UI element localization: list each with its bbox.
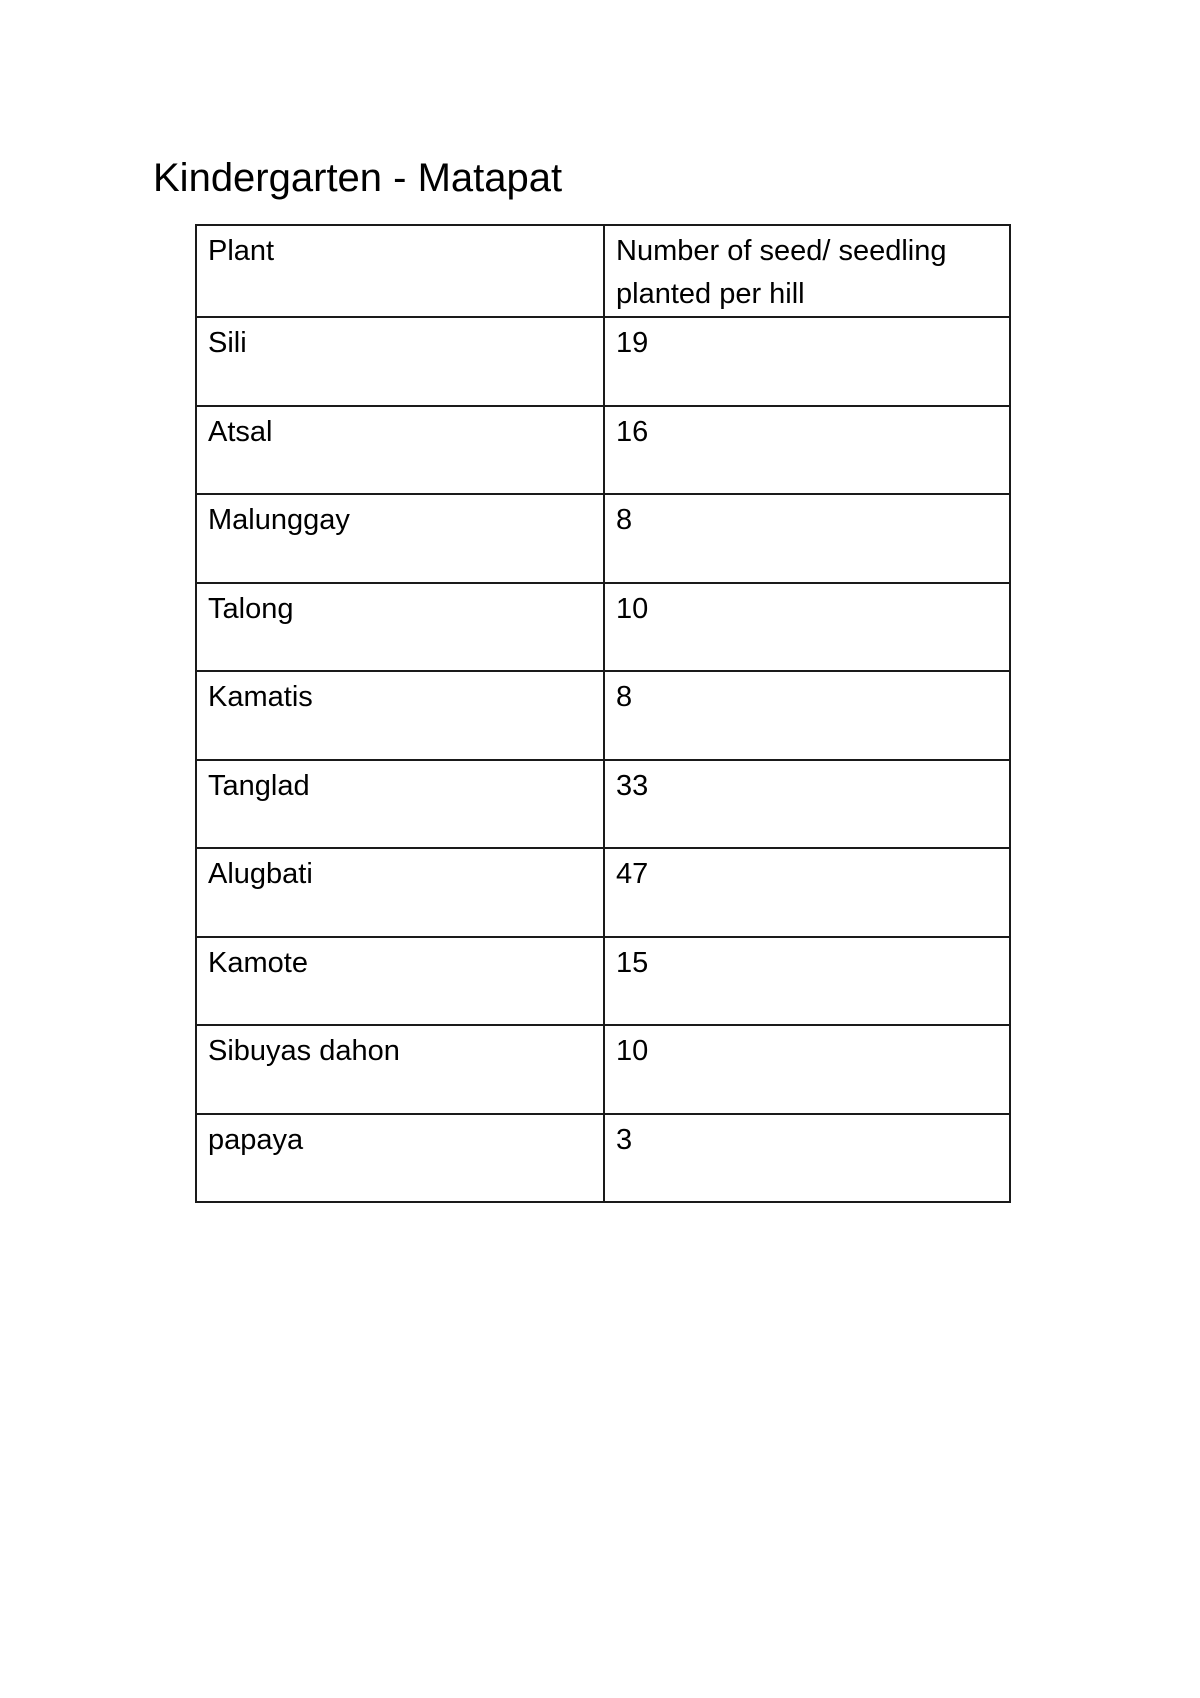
table-row <box>196 583 1010 672</box>
count-cell: 16 <box>604 406 1010 495</box>
count-cell: 8 <box>604 494 1010 583</box>
plant-cell: Malunggay <box>196 494 604 583</box>
count-cell: 3 <box>604 1114 1010 1203</box>
column-header-plant: Plant <box>196 225 604 317</box>
plant-table <box>195 224 1011 1203</box>
count-cell: 8 <box>604 671 1010 760</box>
table-row <box>196 406 1010 495</box>
table-header-row <box>196 225 1010 317</box>
plant-cell: Kamote <box>196 937 604 1026</box>
count-cell: 19 <box>604 317 1010 406</box>
column-header-seed-count: Number of seed/ seedling planted per hill <box>604 225 1010 317</box>
table-row <box>196 760 1010 849</box>
table-row <box>196 494 1010 583</box>
table-row <box>196 1114 1010 1203</box>
plant-cell: Sili <box>196 317 604 406</box>
count-cell: 10 <box>604 1025 1010 1114</box>
table-row <box>196 317 1010 406</box>
plant-cell: Tanglad <box>196 760 604 849</box>
count-cell: 47 <box>604 848 1010 937</box>
table-row <box>196 671 1010 760</box>
count-cell: 15 <box>604 937 1010 1026</box>
plant-cell: Atsal <box>196 406 604 495</box>
page-title: Kindergarten - Matapat <box>153 156 563 200</box>
table-row <box>196 848 1010 937</box>
plant-cell: Kamatis <box>196 671 604 760</box>
plant-cell: Alugbati <box>196 848 604 937</box>
count-cell: 10 <box>604 583 1010 672</box>
plant-cell: papaya <box>196 1114 604 1203</box>
plant-cell: Sibuyas dahon <box>196 1025 604 1114</box>
table-row <box>196 937 1010 1026</box>
count-cell: 33 <box>604 760 1010 849</box>
table-row <box>196 1025 1010 1114</box>
plant-cell: Talong <box>196 583 604 672</box>
